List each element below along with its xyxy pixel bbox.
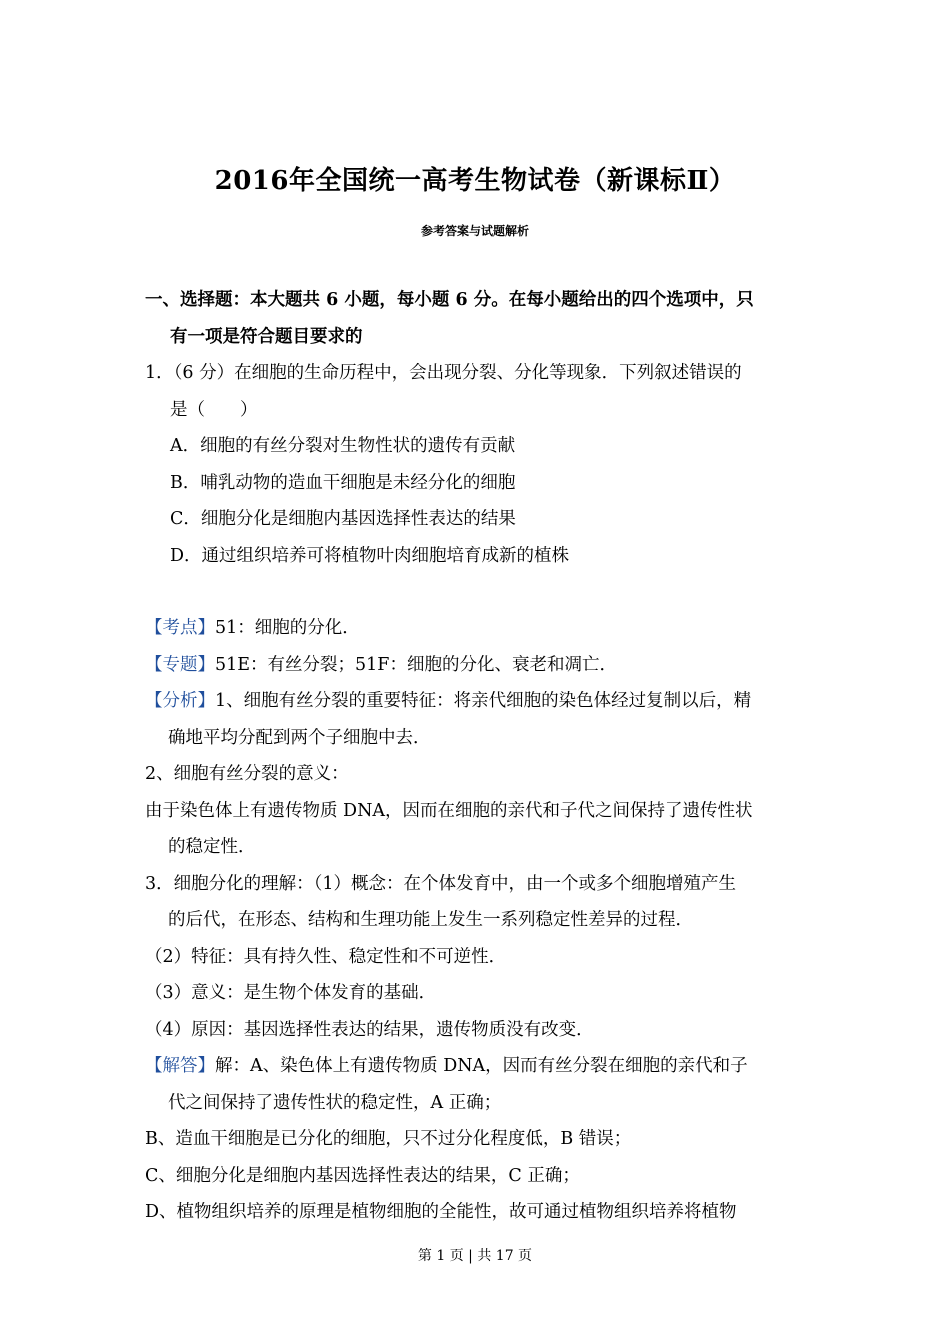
analysis-line: 由于染色体上有遗传物质 DNA，因而在细胞的亲代和子代之间保持了遗传性状 — [145, 800, 753, 821]
spacer — [145, 574, 810, 610]
answer-line-b: B、造血干细胞是已分化的细胞，只不过分化程度低，B 错误； — [145, 1129, 632, 1149]
fenxi-line — [145, 683, 810, 720]
analysis-line: （3）意义：是生物个体发育的基础． — [145, 983, 437, 1003]
analysis-line: 2、细胞有丝分裂的意义： — [145, 764, 349, 784]
question-stem-cont: 是（ ） — [170, 399, 258, 420]
analysis-line: 的后代，在形态、结构和生理功能上发生一系列稳定性差异的过程． — [168, 910, 693, 930]
option-a: A．细胞的有丝分裂对生物性状的遗传有贡献 — [170, 436, 516, 456]
answer-cont: 代之间保持了遗传性状的稳定性，A 正确； — [168, 1092, 502, 1113]
fenxi-cont: 确地平均分配到两个子细胞中去． — [168, 727, 431, 748]
question-stem: 1．（6 分）在细胞的生命历程中，会出现分裂、分化等现象．下列叙述错误的 — [145, 363, 742, 383]
kaodian-line — [145, 610, 810, 647]
option-c: C．细胞分化是细胞内基因选择性表达的结果 — [170, 509, 516, 529]
analysis-line: 3．细胞分化的理解：（1）概念：在个体发育中，由一个或多个细胞增殖产生 — [145, 873, 737, 894]
page-footer: 第 1 页 | 共 17 页 — [417, 1248, 533, 1264]
answer-line-c: C、细胞分化是细胞内基因选择性表达的结果，C 正确； — [145, 1165, 580, 1186]
answer-line — [145, 1048, 810, 1085]
zhuanti-line — [145, 647, 810, 684]
answer-line-d: D、植物组织培养的原理是植物细胞的全能性，故可通过植物组织培养将植物 — [145, 1202, 737, 1222]
document-body — [145, 282, 810, 1231]
document-title: 2016年全国统一高考生物试卷（新课标Ⅱ） — [214, 166, 736, 196]
answer-text: 解：A、染色体上有遗传物质 DNA，因而有丝分裂在细胞的亲代和子 — [215, 1056, 748, 1076]
kaodian-tag: 【考点】 — [145, 618, 215, 638]
section-heading-cont: 有一项是符合题目要求的 — [170, 326, 363, 347]
zhuanti-tag: 【专题】 — [145, 654, 215, 675]
answer-tag: 【解答】 — [145, 1056, 215, 1076]
kaodian-text: 51：细胞的分化． — [215, 618, 360, 638]
analysis-line: 的稳定性． — [168, 837, 256, 857]
option-b: B．哺乳动物的造血干细胞是未经分化的细胞 — [170, 472, 516, 493]
fenxi-text: 1、细胞有丝分裂的重要特征：将亲代细胞的染色体经过复制以后，精 — [215, 691, 752, 711]
section-heading: 一、选择题：本大题共 6 小题，每小题 6 分。在每小题给出的四个选项中，只 — [145, 290, 754, 310]
analysis-line: （4）原因：基因选择性表达的结果，遗传物质没有改变． — [145, 1019, 594, 1040]
option-d: D．通过组织培养可将植物叶肉细胞培育成新的植株 — [170, 545, 570, 566]
fenxi-tag: 【分析】 — [145, 691, 215, 711]
document-subtitle: 参考答案与试题解析 — [420, 224, 529, 238]
zhuanti-text: 51E：有丝分裂；51F：细胞的分化、衰老和凋亡． — [215, 654, 617, 675]
analysis-line: （2）特征：具有持久性、稳定性和不可逆性． — [145, 946, 507, 967]
